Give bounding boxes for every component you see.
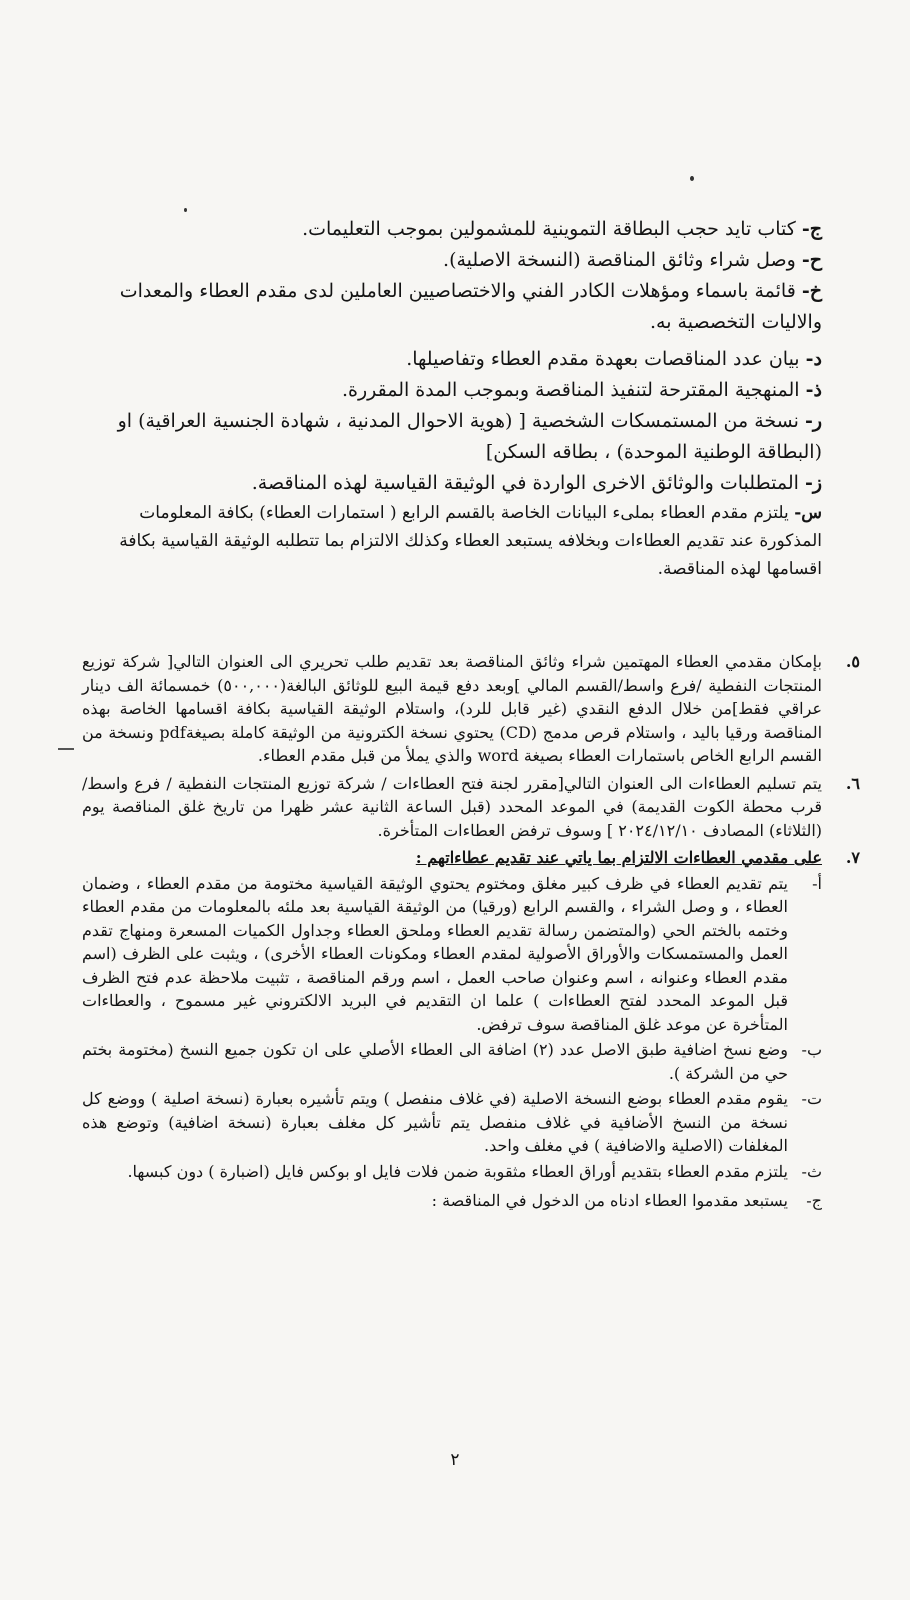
sub-item: ج- يستبعد مقدموا العطاء ادناه من الدخول في المناقصة : xyxy=(431,1191,822,1210)
sub-item: ب- وضع نسخ اضافية طبق الاصل عدد (٢) اضافة الى العطاء الأصلي على ان تكون جميع النسخ (مختومة بختم حي من الشركة ). xyxy=(82,1040,822,1083)
clause-text: يتم تسليم العطاءات الى العنوان التالي[مقرر لجنة فتح العطاءات / شركة توزيع المنتجات النفطية / فرع واسط/قرب محطة الكوت القديمة) في الموعد المحدد (قبل الساعة الثانية عشر ظهرا من تاريخ غلق المناقصة يوم (الثلاثاء) المصادف ٢٠٢٤/١٢/١٠ ] وسوف ترفض العطاءات المتأخرة. xyxy=(82,773,822,840)
scan-speck xyxy=(690,176,694,181)
clause-7 xyxy=(82,846,860,1213)
clause-5 xyxy=(82,650,860,768)
clause-text: بإمكان مقدمي العطاء المهتمين شراء وثائق المناقصة بعد تقديم طلب تحريري الى العنوان التالي[ شركة توزيع المنتجات النفطية /فرع واسط/القسم المالي ]وبعد دفع قيمة البيع للوثائق البالغة(٥٠٠,٠٠٠) خمسمائة الف دينار عراقي فقط]من خلال الدفع النقدي (غير قابل للرد)، واستلام الوثيقة القياسية بكافة اقسامها الخاصة بهذه المناقصة ورقيا باليد ، واستلام قرص مدمج (CD) يحتوي نسخة الكترونية من الوثيقة كاملة بصيغةpdf ونسخة من القسم الرابع الخاص باستمارات العطاء بصيغة word والذي يملأ من قبل مقدم العطاء. xyxy=(82,652,823,765)
clause-number: ٧. xyxy=(845,848,860,867)
list-item: ز- المتطلبات والوثائق الاخرى الواردة في الوثيقة القياسية لهذه المناقصة. xyxy=(251,472,822,494)
list-item: د- بيان عدد المناقصات بعهدة مقدم العطاء وتفاصيلها. xyxy=(406,348,822,370)
list-item: ح- وصل شراء وثائق المناقصة (النسخة الاصلية). xyxy=(443,249,822,271)
sub-item: أ- يتم تقديم العطاء في ظرف كبير مغلق ومختوم يحتوي الوثيقة القياسية مختومة من مقدم العطاء ، وضمان العطاء ، و وصل الشراء ، والقسم الرابع (ورقيا) من الوثيقة القياسية بعد ملئه بالمعلومات من مقدم العطاء وختمه بالختم الحي (والمتضمن رسالة تقديم العطاء وملحق العطاء وجداول الكميات المسعرة ومنهاج تقدم العمل والمستمسكات والأوراق الأصولية لمقدم العطاء ومكونات العطاء الأخرى) ، ويثبت على الظرف (اسم مقدم العطاء وعنوانه ، اسم وعنوان صاحب العمل ، اسم ورقم المناقصة ، تثبيت ملاحظة عدم فتح الظرف قبل الموعد المحدد لفتح العطاءات ) علما ان التقديم في البريد الالكتروني غير مسموح ، والعطاءات المتأخرة عن موعد غلق المناقصة سوف ترفض. xyxy=(82,873,822,1034)
clause-heading: على مقدمي العطاءات الالتزام بما ياتي عند تقديم عطاءاتهم : xyxy=(415,848,822,867)
list-item: س- يلتزم مقدم العطاء بملىء البيانات الخاصة بالقسم الرابع ( استمارات العطاء) بكافة المعلومات المذكورة عند تقديم العطاءات وبخلافه يستبعد العطاء وكذلك الالتزام بما تتطلبه الوثيقة القياسية بكافة اقسامها لهذه المناقصة. xyxy=(119,503,822,579)
numbered-clauses xyxy=(82,650,860,1213)
requirements-list xyxy=(82,214,822,583)
sub-item: ت- يقوم مقدم العطاء بوضع النسخة الاصلية (في غلاف منفصل ) ويتم تأشيره بعبارة (نسخة اصلية ) ووضع كل نسخة من النسخ الأضافية في غلاف منفصل يتم تأشير كل مغلف بعبارة (نسخة اضافية) وتوضع هذه المغلفات (الاصلية والاضافية ) في مغلف واحد. xyxy=(82,1089,822,1155)
list-item: خ- قائمة باسماء ومؤهلات الكادر الفني والاختصاصيين العاملين لدى مقدم العطاء والمعدات والاليات التخصصية به. xyxy=(119,280,822,333)
list-item: ر- نسخة من المستمسكات الشخصية [ (هوية الاحوال المدنية ، شهادة الجنسية العراقية) او (البطاقة الوطنية الموحدة) ، بطاقه السكن] xyxy=(117,410,822,463)
sub-item: ث- يلتزم مقدم العطاء بتقديم أوراق العطاء مثقوبة ضمن فلات فايل او بوكس فايل (اضبارة ) دون كبسها. xyxy=(127,1161,822,1181)
list-item: ج- كتاب تايد حجب البطاقة التموينية للمشمولين بموجب التعليمات. xyxy=(302,218,822,240)
scan-mark xyxy=(58,748,74,750)
page-number: ٢ xyxy=(450,1450,460,1470)
clause-number: ٦. xyxy=(845,773,860,793)
list-item: ذ- المنهجية المقترحة لتنفيذ المناقصة وبموجب المدة المقررة. xyxy=(341,379,822,401)
clause-6 xyxy=(82,772,860,843)
scan-speck xyxy=(184,208,187,212)
clause-number: ٥. xyxy=(845,652,860,671)
